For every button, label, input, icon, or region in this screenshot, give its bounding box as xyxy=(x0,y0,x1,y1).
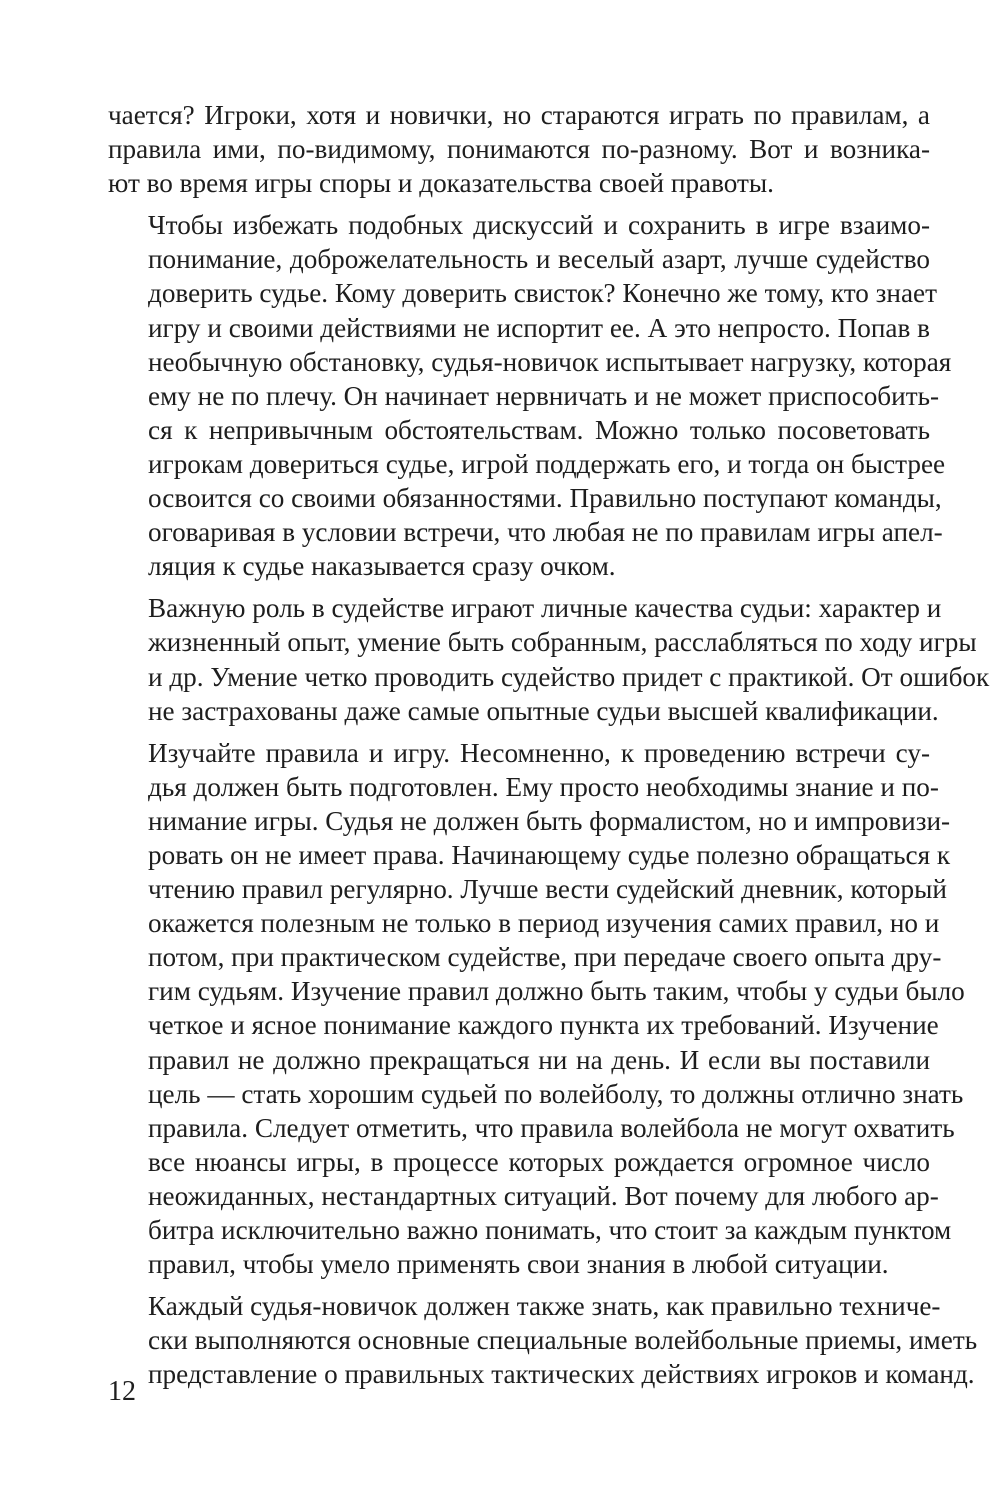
text-line: игрокам довериться судье, игрой поддержать его, и тогда он быстрее xyxy=(148,448,946,479)
text-line: оговаривая в условии встречи, что любая не по правилам игры апел- xyxy=(148,517,943,548)
text-line: правила. Следует отметить, что правила волейбола не могут охватить xyxy=(148,1112,955,1143)
text-line: правил, чтобы умело применять свои знания в любой ситуации. xyxy=(148,1249,889,1280)
text-line: понимание, доброжелательность и веселый азарт, лучше судейство xyxy=(148,244,930,275)
text-line: Изучайте правила и игру. Несомненно, к проведению встречи су- xyxy=(148,737,930,768)
document-body xyxy=(108,98,990,1399)
text-line: ски выполняются основные специальные волейбольные приемы, иметь xyxy=(148,1325,978,1356)
paragraph-p4 xyxy=(108,736,965,1282)
text-line: неожиданных, нестандартных ситуаций. Вот почему для любого ар- xyxy=(148,1180,939,1211)
text-line: Каждый судья-новичок должен также знать, как правильно техниче- xyxy=(148,1291,941,1322)
text-line: дья должен быть подготовлен. Ему просто необходимы знание и по- xyxy=(148,771,939,802)
text-line: битра исключительно важно понимать, что стоит за каждым пунктом xyxy=(148,1215,952,1245)
text-line: не застрахованы даже самые опытные судьи высшей квалификации. xyxy=(148,695,939,726)
text-line: и др. Умение четко проводить судейство придет с практикой. От ошибок xyxy=(148,661,990,692)
text-line: ровать он не имеет права. Начинающему судье полезно обращаться к xyxy=(148,839,951,870)
paragraph-p2 xyxy=(108,208,952,583)
text-line: жизненный опыт, умение быть собранным, расслабляться по ходу игры xyxy=(148,627,977,658)
paragraph-p3 xyxy=(108,591,990,727)
text-line: гим судьям. Изучение правил должно быть таким, чтобы у судьи было xyxy=(148,976,965,1007)
text-line: игру и своими действиями не испортит ее. А это непросто. Попав в xyxy=(148,312,930,343)
text-line: чается? Игроки, хотя и новички, но стараются играть по правилам, а xyxy=(108,100,930,130)
text-line: окажется полезным не только в период изучения самих правил, но и xyxy=(148,908,940,939)
text-line: чтению правил регулярно. Лучше вести судейский дневник, который xyxy=(148,874,947,905)
text-line: все нюансы игры, в процессе которых рождается огромное число xyxy=(148,1146,930,1177)
text-line: доверить судье. Кому доверить свисток? Конечно же тому, кто знает xyxy=(148,278,937,309)
text-line: ся к непривычным обстоятельствам. Можно только посоветовать xyxy=(148,414,930,445)
page-number: 12 xyxy=(108,1376,136,1407)
paragraph-p1 xyxy=(108,98,930,200)
text-line: Важную роль в судействе играют личные качества судьи: характер и xyxy=(148,593,942,624)
text-line: четкое и ясное понимание каждого пункта их требований. Изучение xyxy=(148,1010,939,1041)
text-line: правил не должно прекращаться ни на день. И если вы поставили xyxy=(148,1044,930,1075)
text-line: ляция к судье наказывается сразу очком. xyxy=(148,551,616,582)
text-line: необычную обстановку, судья-новичок испытывает нагрузку, которая xyxy=(148,346,952,377)
text-line: потом, при практическом судействе, при передаче своего опыта дру- xyxy=(148,942,942,973)
text-line: представление о правильных тактических действиях игроков и команд. xyxy=(148,1359,975,1390)
text-line: освоится со своими обязанностями. Правильно поступают команды, xyxy=(148,483,942,514)
text-line: Чтобы избежать подобных дискуссий и сохранить в игре взаимо- xyxy=(148,210,930,241)
text-line: нимание игры. Судья не должен быть формалистом, но и импровизи- xyxy=(148,805,951,836)
text-line: цель — стать хорошим судьей по волейболу, то должны отлично знать xyxy=(148,1078,964,1109)
paragraph-p5 xyxy=(108,1289,978,1391)
text-line: ему не по плечу. Он начинает нервничать и не может приспособить- xyxy=(148,380,940,411)
text-line: ют во время игры споры и доказательства своей правоты. xyxy=(108,168,774,199)
text-line: правила ими, по-видимому, понимаются по-разному. Вот и возника- xyxy=(108,134,930,165)
